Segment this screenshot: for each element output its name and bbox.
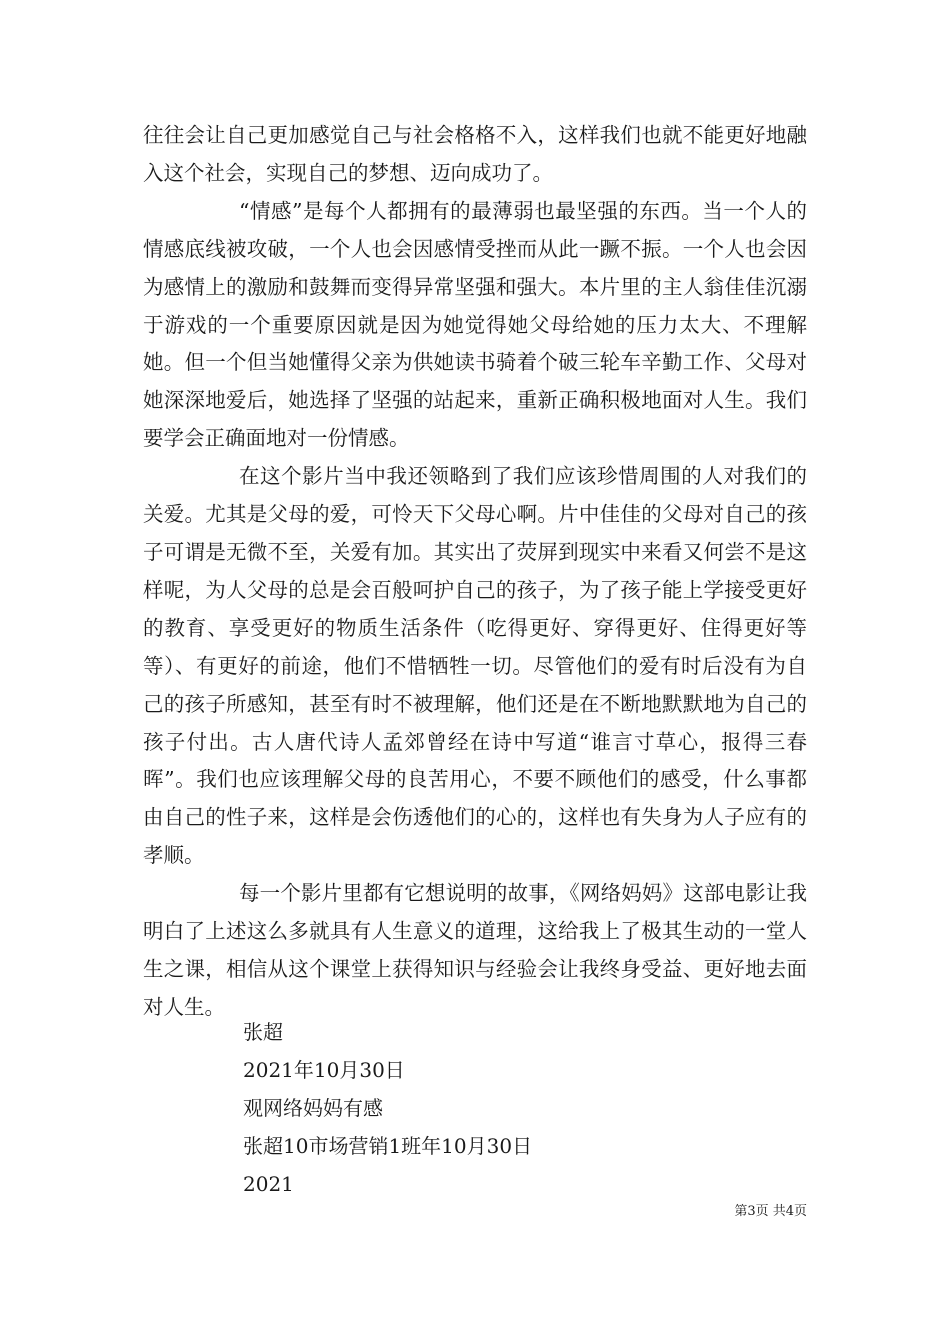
paragraph-continuation: 往往会让自己更加感觉自己与社会格格不入，这样我们也就不能更好地融入这个社会，实现自己的梦想、迈向成功了。 xyxy=(143,123,807,185)
paragraph-parental-love: 在这个影片当中我还领略到了我们应该珍惜周围的人对我们的关爱。尤其是父母的爱，可怜天下父母心啊。片中佳佳的父母对自己的孩子可谓是无微不至，关爱有加。其实出了荧屏到现实中来看又何尝不是这样呢，为人父母的总是会百般呵护自己的孩子，为了孩子能上学接受更好的教育、享受更好的物质生活条件（吃得更好、穿得更好、住得更好等等）、有更好的前途，他们不惜牺牲一切。尽管他们的爱有时后没有为自己的孩子所感知，甚至有时不被理解，他们还是在不断地默默地为自己的孩子付出。古人唐代诗人孟郊曾经在诗中写道“谁言寸草心，报得三春晖”。我们也应该理解父母的良苦用心，不要不顾他们的感受，什么事都由自己的性子来，这样是会伤透他们的心的，这样也有失身为人子应有的孝顺。 xyxy=(143,464,807,868)
paragraph-emotion: “情感”是每个人都拥有的最薄弱也最坚强的东西。当一个人的情感底线被攻破，一个人也会因感情受挫而从此一蹶不振。一个人也会因为感情上的激励和鼓舞而变得异常坚强和强大。本片里的主人翁佳佳沉溺于游戏的一个重要原因就是因为她觉得她父母给她的压力太大、不理解她。但一个但当她懂得父亲为供她读书骑着个破三轮车辛勤工作、父母对她深深地爱后，她选择了坚强的站起来，重新正确积极地面对人生。我们要学会正确面地对一份情感。 xyxy=(143,198,807,451)
signature-block xyxy=(243,1014,763,1204)
signature-author-class-date: 张超10市场营销1班年10月30日 xyxy=(243,1133,533,1158)
document-body xyxy=(143,117,807,1027)
paragraph-conclusion: 每一个影片里都有它想说明的故事，《网络妈妈》这部电影让我明白了上述这么多就具有人生意义的道理，这给我上了极其生动的一堂人生之课，相信从这个课堂上获得知识与经验会让我终身受益、更好地去面对人生。 xyxy=(143,881,807,1019)
signature-year: 2021 xyxy=(243,1171,294,1196)
page-number: 第3页 共4页 xyxy=(734,1204,807,1219)
signature-date: 2021年10月30日 xyxy=(243,1057,405,1082)
signature-author: 张超 xyxy=(243,1020,283,1044)
signature-title: 观网络妈妈有感 xyxy=(243,1095,383,1120)
